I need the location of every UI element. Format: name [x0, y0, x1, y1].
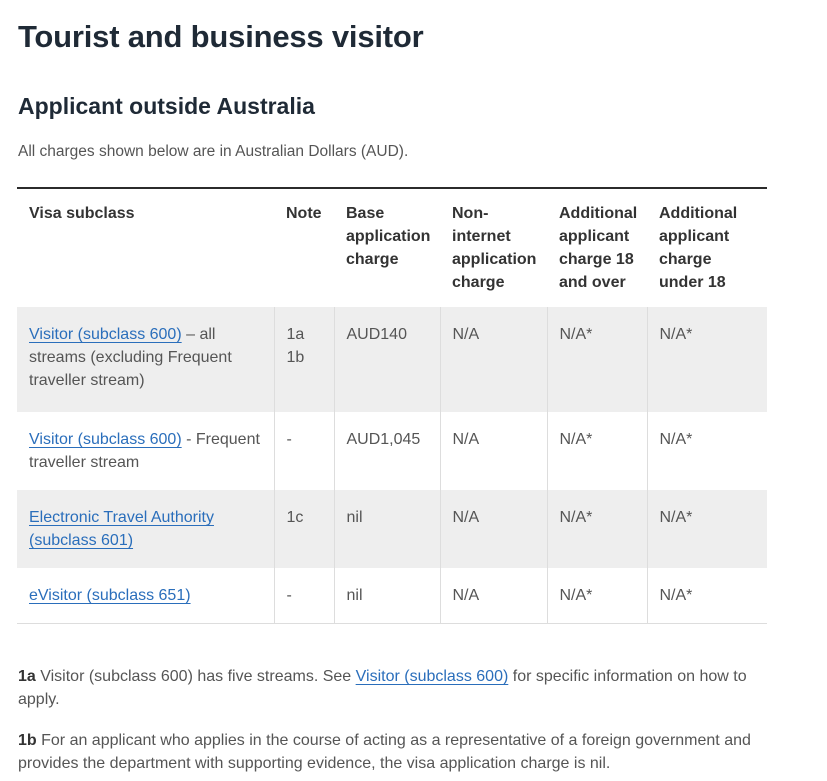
non-internet-charge-cell: N/A — [440, 490, 547, 568]
note-cell: - — [274, 568, 334, 624]
table-row — [17, 412, 767, 490]
header-note: Note — [274, 188, 334, 307]
table-row — [17, 490, 767, 568]
base-charge-cell: nil — [334, 568, 440, 624]
visa-subclass-cell — [17, 412, 274, 490]
footnote-1a — [18, 665, 778, 711]
additional-18-over-cell: N/A* — [547, 412, 647, 490]
evisitor-651-link[interactable]: eVisitor (subclass 651) — [29, 587, 191, 604]
visitor-600-link[interactable]: Visitor (subclass 600) — [29, 431, 182, 448]
footnote-text: For an applicant who applies in the course of acting as a representative of a foreign government and provides the department with supporting evidence, the visa application charge is nil. — [18, 732, 751, 772]
header-additional-18-over: Additional applicant charge 18 and over — [547, 188, 647, 307]
additional-under-18-cell: N/A* — [647, 490, 767, 568]
table-header-row — [17, 188, 767, 307]
additional-18-over-cell: N/A* — [547, 568, 647, 624]
visa-charges-table — [17, 187, 767, 624]
visitor-600-link[interactable]: Visitor (subclass 600) — [29, 326, 182, 343]
table-row — [17, 307, 767, 412]
page-title: Tourist and business visitor — [18, 19, 424, 54]
footnote-text: Visitor (subclass 600) has five streams. See — [35, 668, 356, 685]
visa-subclass-suffix: - Frequent traveller stream — [29, 431, 260, 471]
note-cell: 1a 1b — [274, 307, 334, 412]
additional-18-over-cell: N/A* — [547, 490, 647, 568]
base-charge-cell: AUD1,045 — [334, 412, 440, 490]
footnote-label: 1b — [18, 732, 37, 749]
base-charge-cell: nil — [334, 490, 440, 568]
additional-under-18-cell: N/A* — [647, 412, 767, 490]
note-cell: 1c — [274, 490, 334, 568]
table-row — [17, 568, 767, 624]
additional-18-over-cell: N/A* — [547, 307, 647, 412]
header-non-internet-charge: Non-internet application charge — [440, 188, 547, 307]
non-internet-charge-cell: N/A — [440, 307, 547, 412]
header-visa-subclass: Visa subclass — [17, 188, 274, 307]
footnote-label: 1a — [18, 668, 36, 685]
header-base-charge: Base application charge — [334, 188, 440, 307]
non-internet-charge-cell: N/A — [440, 412, 547, 490]
base-charge-cell: AUD140 — [334, 307, 440, 412]
additional-under-18-cell: N/A* — [647, 568, 767, 624]
section-title: Applicant outside Australia — [18, 93, 315, 119]
non-internet-charge-cell: N/A — [440, 568, 547, 624]
visa-subclass-cell — [17, 568, 274, 624]
visa-subclass-cell — [17, 307, 274, 412]
footnote-text: for specific information on how to apply. — [18, 668, 747, 708]
additional-under-18-cell: N/A* — [647, 307, 767, 412]
note-cell: - — [274, 412, 334, 490]
visa-subclass-cell — [17, 490, 274, 568]
footnote-visitor-600-link[interactable]: Visitor (subclass 600) — [355, 668, 509, 685]
footnote-1b — [18, 729, 778, 775]
header-additional-under-18: Additional applicant charge under 18 — [647, 188, 767, 307]
currency-note: All charges shown below are in Australian Dollars (AUD). — [18, 143, 409, 160]
eta-601-link[interactable]: Electronic Travel Authority (subclass 601) — [29, 509, 214, 549]
visa-subclass-suffix: – all streams (excluding Frequent traveller stream) — [29, 326, 232, 389]
